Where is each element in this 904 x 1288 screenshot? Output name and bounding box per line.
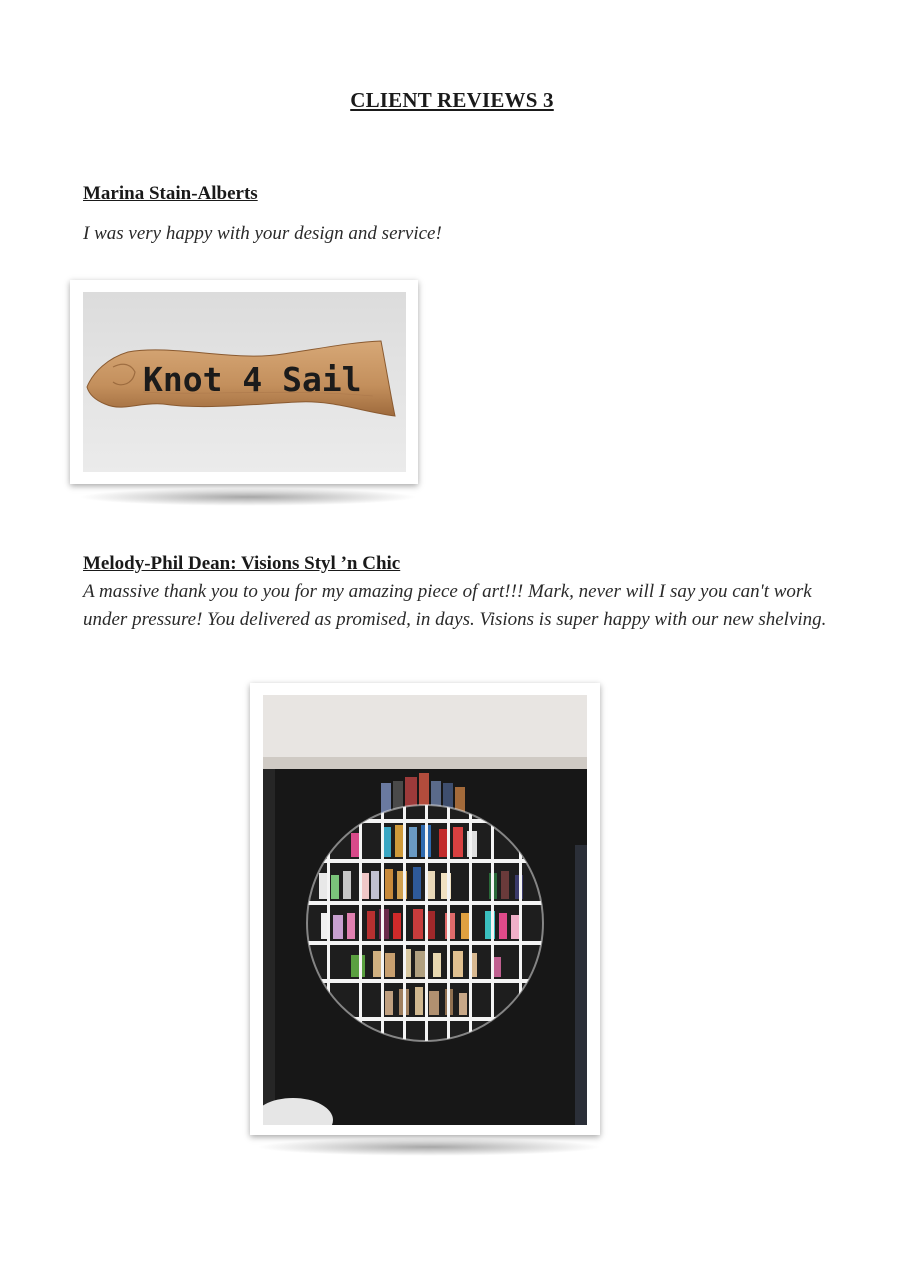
review-1-name: Marina Stain-Alberts: [83, 183, 258, 204]
sign-lettering: Knot 4 Sail: [143, 360, 362, 399]
review-2-text: A massive thank you to you for my amazing piece of art!!! Mark, never will I say you can't work under pressure! You delivered as promised, in days. Visions is super happy with our new shelving.: [83, 581, 827, 630]
review-1-text: I was very happy with your design and service!: [83, 223, 442, 244]
knot-4-sail-sign-photo: [83, 292, 406, 472]
page-title: CLIENT REVIEWS 3: [350, 88, 554, 112]
photo-1-shadow: [78, 488, 418, 506]
photo-2-frame: [250, 683, 600, 1135]
review-2-name: Melody-Phil Dean: Visions Styl ’n Chic: [83, 553, 401, 574]
circular-shelving-photo: [263, 695, 587, 1125]
photo-2-shadow: [256, 1138, 602, 1156]
photo-1-frame: [70, 280, 418, 484]
